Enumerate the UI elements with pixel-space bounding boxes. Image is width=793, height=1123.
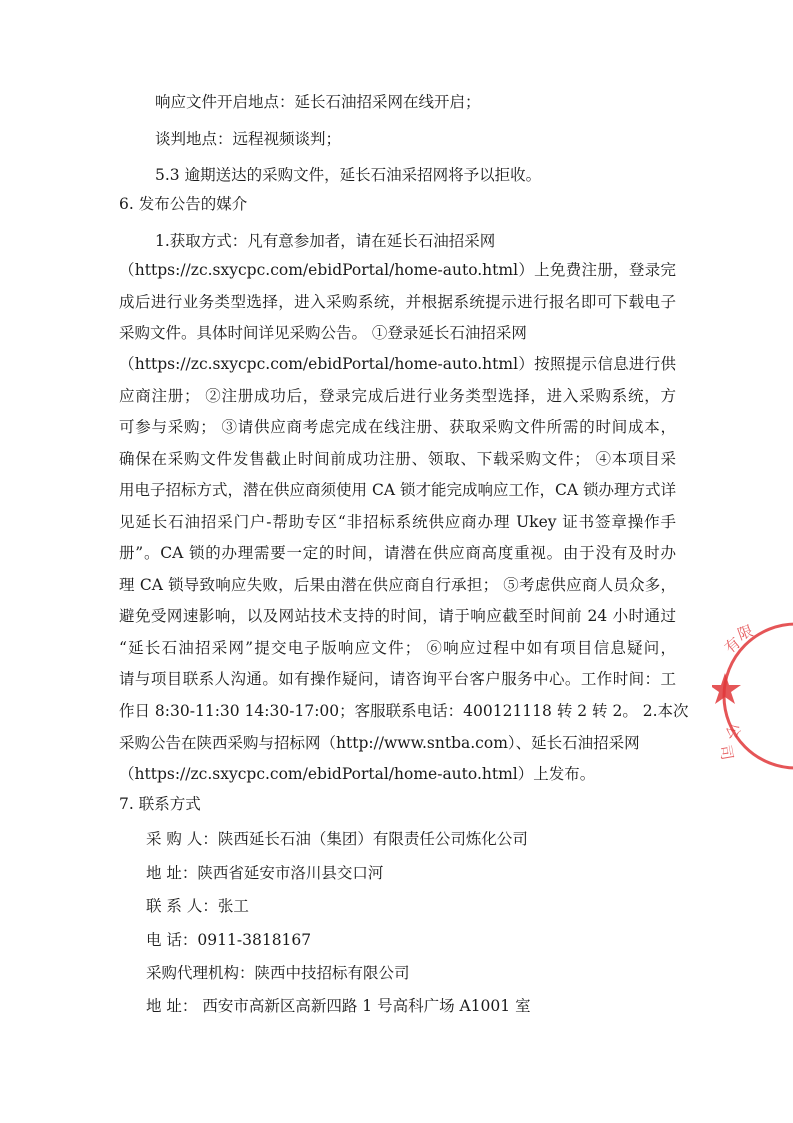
text-line: 理 CA 锁导致响应失败，后果由潜在供应商自行承担； ⑤考虑供应商人员众多，: [119, 576, 676, 594]
text-line: 成后进行业务类型选择，进入采购系统，并根据系统提示进行报名即可下载电子: [119, 293, 676, 311]
company-seal: [712, 612, 793, 780]
contact-line: 采 购 人：陕西延长石油（集团）有限责任公司炼化公司: [146, 830, 528, 848]
svg-text:限: 限: [735, 621, 756, 644]
text-line: 响应文件开启地点：延长石油招采网在线开启；: [155, 93, 481, 111]
text-line: 册”。CA 锁的办理需要一定的时间，请潜在供应商高度重视。由于没有及时办: [119, 544, 676, 562]
contact-line: 地 址： 西安市高新区高新四路 1 号高科广场 A1001 室: [146, 997, 531, 1015]
contact-line: 电 话：0911-3818167: [146, 931, 312, 949]
text-line: 谈判地点：远程视频谈判；: [155, 130, 342, 148]
text-line: 见延长石油招采门户-帮助专区“非招标系统供应商办理 Ukey 证书签章操作手: [119, 513, 676, 531]
text-line: 应商注册； ②注册成功后，登录完成后进行业务类型选择，进入采购系统，方: [119, 387, 676, 405]
svg-text:公: 公: [722, 721, 745, 742]
text-line: “延长石油招采网”提交电子版响应文件； ⑥响应过程中如有项目信息疑问，: [119, 639, 676, 657]
text-line: （https://zc.sxycpc.com/ebidPortal/home-auto.html）上免费注册，登录完: [119, 261, 676, 279]
contact-line: 联 系 人：张工: [146, 897, 249, 915]
text-line: 采购公告在陕西采购与招标网（http://www.sntba.com）、延长石油招采网: [119, 734, 640, 752]
text-line: 5.3 逾期送达的采购文件，延长石油采招网将予以拒收。: [155, 166, 542, 184]
text-line: 用电子招标方式，潜在供应商须使用 CA 锁才能完成响应工作，CA 锁办理方式详: [119, 481, 676, 499]
text-line: 请与项目联系人沟通。如有操作疑问，请咨询平台客户服务中心。工作时间：工: [119, 670, 676, 688]
svg-text:有: 有: [721, 633, 745, 658]
text-line: （https://zc.sxycpc.com/ebidPortal/home-auto.html）按照提示信息进行供: [119, 355, 676, 373]
svg-text:司: 司: [716, 743, 737, 762]
section-heading: 6. 发布公告的媒介: [119, 195, 248, 213]
contact-line: 采购代理机构：陕西中技招标有限公司: [146, 964, 410, 982]
text-line: 可参与采购； ③请供应商考虑完成在线注册、获取采购文件所需的时间成本，: [119, 418, 676, 436]
section-heading: 7. 联系方式: [119, 795, 201, 813]
text-line: 避免受网速影响，以及网站技术支持的时间，请于响应截至时间前 24 小时通过: [119, 607, 676, 625]
text-line: 采购文件。具体时间详见采购公告。 ①登录延长石油招采网: [119, 324, 527, 342]
contact-line: 地 址：陕西省延安市洛川县交口河: [146, 864, 384, 882]
text-line: （https://zc.sxycpc.com/ebidPortal/home-auto.html）上发布。: [119, 765, 596, 783]
text-line: 1.获取方式：凡有意参加者，请在延长石油招采网: [155, 232, 496, 250]
text-line: 作日 8:30-11:30 14:30-17:00；客服联系电话：400121118 转 2 转 2。 2.本次: [119, 702, 689, 720]
seal-star-icon: [712, 673, 741, 704]
text-line: 确保在采购文件发售截止时间前成功注册、领取、下载采购文件； ④本项目采: [119, 450, 676, 468]
